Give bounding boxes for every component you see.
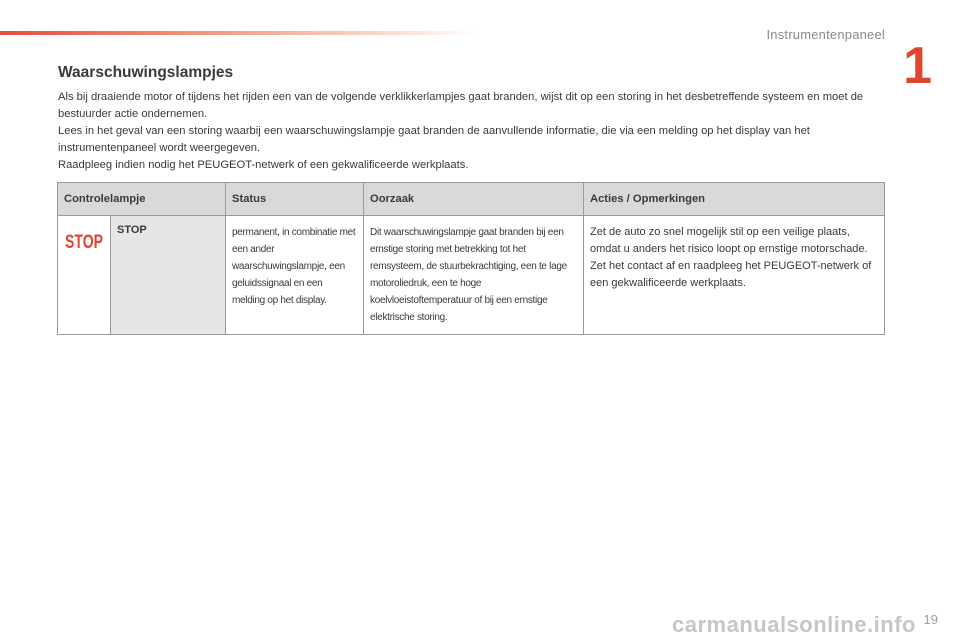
intro-paragraph: Lees in het geval van een storing waarbij een waarschuwingslampje gaat branden de aanvullende informatie, die via een melding op het display van het instrumentenpaneel wordt weergegeven. bbox=[58, 125, 810, 154]
column-header-lamp: Controlelampje bbox=[58, 183, 226, 216]
watermark: carmanualsonline.info bbox=[672, 612, 916, 637]
lamp-cause: Dit waarschuwingslampje gaat branden bij een ernstige storing met betrekking tot het remsysteem, de stuurbekrachtiging, een te lage motoroliedruk, een te hoge koelvloeistoftemperatuur of bij een ernstige elektrische storing. bbox=[364, 216, 584, 335]
stop-icon-text: STOP bbox=[65, 232, 104, 253]
chapter-number: 1 bbox=[903, 37, 932, 95]
stop-warning-icon bbox=[64, 230, 104, 252]
warning-lamps-table bbox=[57, 182, 885, 335]
intro-paragraph: Raadpleeg indien nodig het PEUGEOT-netwerk of een gekwalificeerde werkplaats. bbox=[58, 159, 469, 171]
page-number: 19 bbox=[923, 612, 938, 627]
intro-paragraph: Als bij draaiende motor of tijdens het rijden een van de volgende verklikkerlampjes gaat branden, wijst dit op een storing in het desbetreffende systeem en moet de bestuurder actie ondernemen. bbox=[58, 91, 864, 120]
lamp-name: STOP bbox=[111, 216, 226, 335]
lamp-status: permanent, in combinatie met een ander waarschuwingslampje, een geluidssignaal en een melding op het display. bbox=[226, 216, 364, 335]
header-accent-bar bbox=[0, 31, 480, 35]
lamp-actions: Zet de auto zo snel mogelijk stil op een veilige plaats, omdat u anders het risico loopt op ernstige motorschade. Zet het contact af en raadpleeg het PEUGEOT-netwerk of een gekwalificeerde werkplaats. bbox=[584, 216, 885, 335]
table-header-row bbox=[58, 183, 885, 216]
column-header-cause: Oorzaak bbox=[364, 183, 584, 216]
page-heading: Waarschuwingslampjes bbox=[58, 64, 234, 81]
section-title: Instrumentenpaneel bbox=[766, 27, 885, 42]
table-row bbox=[58, 216, 885, 335]
intro-text bbox=[58, 89, 898, 174]
lamp-icon-cell bbox=[58, 216, 111, 335]
column-header-status: Status bbox=[226, 183, 364, 216]
column-header-actions: Acties / Opmerkingen bbox=[584, 183, 885, 216]
